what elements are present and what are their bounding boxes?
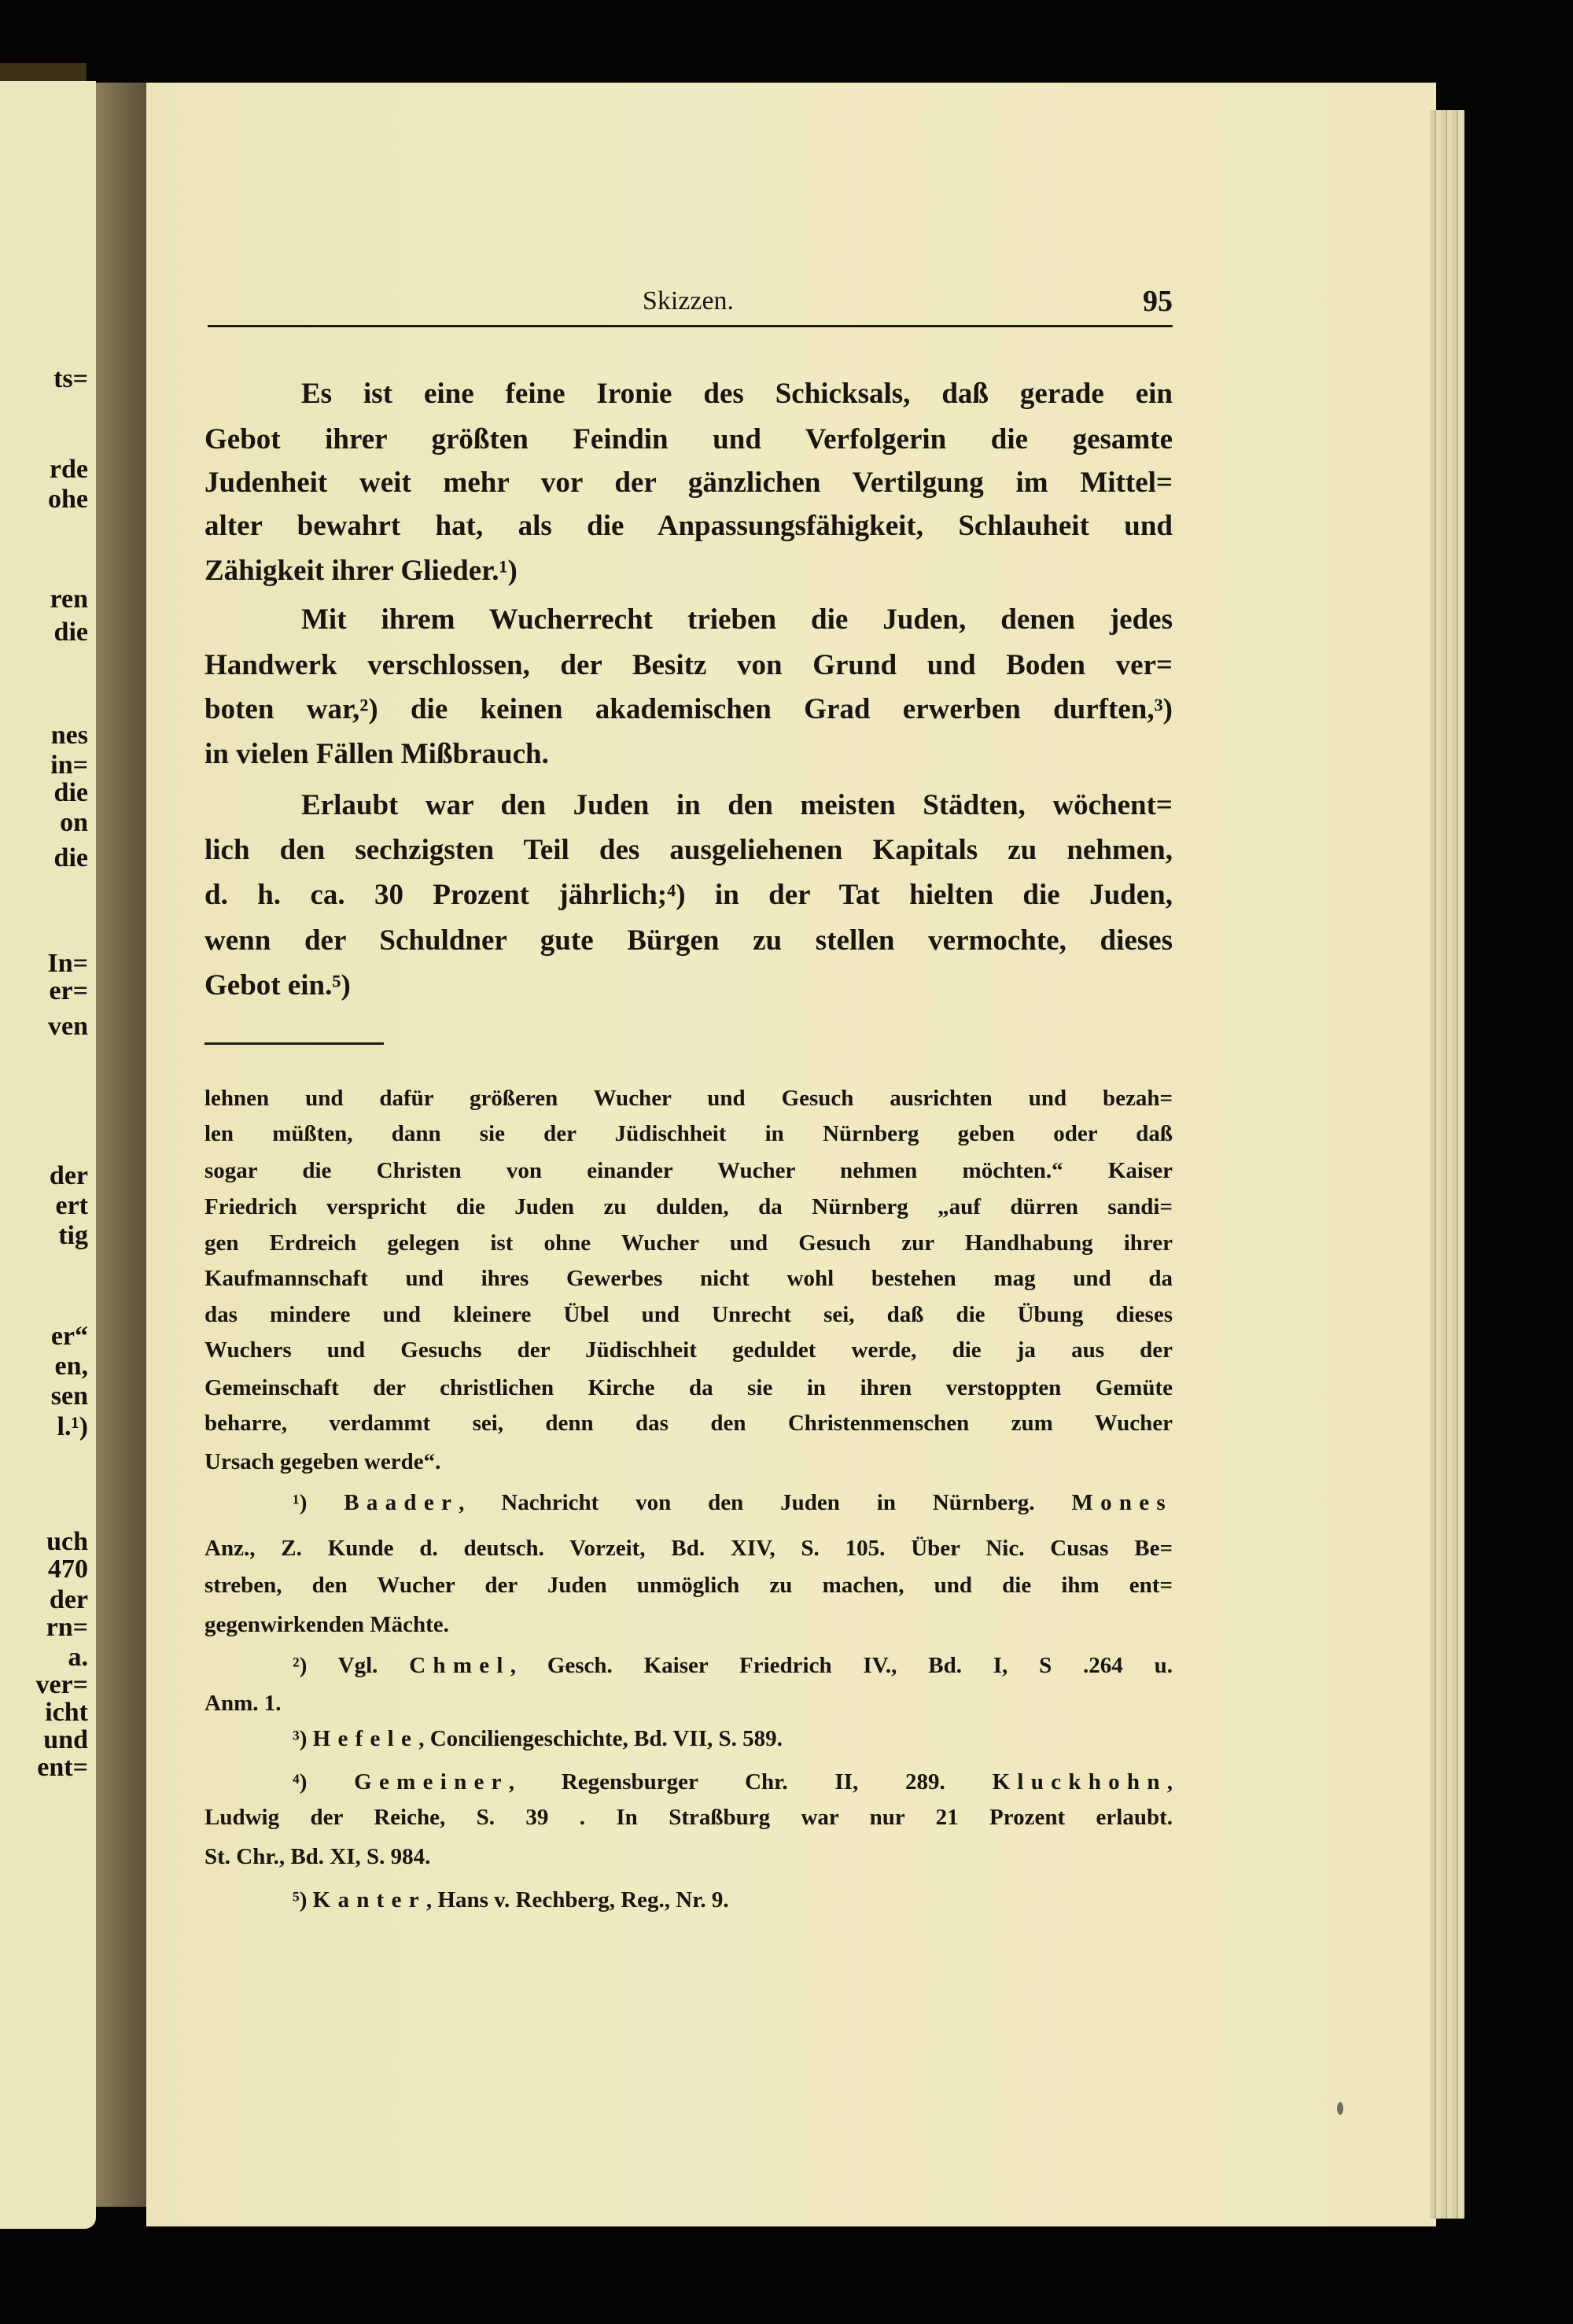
footnote-line — [204, 1263, 1173, 1294]
footnote-text: ³) — [293, 1726, 313, 1751]
footnote-line — [204, 1533, 1173, 1564]
footnote-author: Hefele — [312, 1726, 419, 1751]
footnote-text: Anm. 1. — [204, 1691, 282, 1716]
footnote-text: das mindere und kleinere Übel und Unrecht sei, daß die Übung dieses — [204, 1302, 1173, 1327]
main-text-line: Gebot ein.⁵) — [204, 969, 351, 1002]
footnote-text: , Conciliengeschichte, Bd. VII, S. 589. — [418, 1726, 783, 1751]
previous-page-fragment: der — [49, 1161, 88, 1190]
footnote-text: ²) Vgl. — [293, 1653, 410, 1678]
main-text-line: lich den sechzigsten Teil des ausgeliehenen Kapitals zu nehmen, — [204, 834, 1173, 866]
main-text-line: d. h. ca. 30 Prozent jährlich;⁴) in der Tat hielten die Juden, — [204, 879, 1173, 911]
footnote-line — [204, 1083, 1173, 1114]
header-rule — [208, 325, 1173, 327]
footnote-text: gen Erdreich gelegen ist ohne Wucher und Gesuch zur Handhabung ihrer — [204, 1230, 1173, 1256]
footnote-text: streben, den Wucher der Juden unmöglich zu machen, und die ihm ent= — [204, 1573, 1173, 1598]
previous-page-fragment: ren — [50, 585, 88, 614]
footnote-line — [204, 1299, 1173, 1330]
footnote-line — [204, 1118, 1173, 1149]
main-text-line: Es ist eine feine Ironie des Schicksals, daß gerade ein — [301, 378, 1173, 410]
previous-page-fragment: nes — [50, 721, 88, 750]
running-header: Skizzen. — [642, 286, 735, 315]
footnote-text: , Hans v. Rechberg, Reg., Nr. 9. — [425, 1887, 729, 1913]
footnote-text: ⁵) — [293, 1887, 313, 1913]
footnote-text: len müßten, dann sie der Jüdischheit in Nürnberg geben oder daß — [204, 1121, 1173, 1146]
footnote-text: ¹) — [293, 1490, 344, 1515]
previous-page-fragment: ts= — [53, 364, 88, 393]
footnote-line — [293, 1650, 1173, 1681]
footnote-line — [204, 1446, 1173, 1477]
footnote-text: , — [1166, 1769, 1173, 1795]
previous-page-fragment: icht — [45, 1698, 88, 1727]
footnote-separator — [204, 1042, 384, 1045]
footnote-line — [293, 1487, 1173, 1518]
previous-page-fragment: und — [43, 1725, 88, 1754]
footnote-text: St. Chr., Bd. XI, S. 984. — [204, 1844, 431, 1869]
footnote-line — [204, 1609, 1173, 1640]
footnote-line — [293, 1723, 1173, 1754]
footnote-text: , Nachricht von den Juden in Nürnberg. — [459, 1490, 1072, 1515]
main-text-line: Zähigkeit ihrer Glieder.¹) — [204, 555, 518, 587]
page-number: 95 — [1143, 285, 1173, 318]
footnote-text: lehnen und dafür größeren Wucher und Gesuch ausrichten und bezah= — [204, 1086, 1173, 1111]
footnote-line — [204, 1334, 1173, 1366]
previous-page-fragment: ert — [55, 1191, 88, 1220]
footnote-line — [204, 1155, 1173, 1186]
page-gutter-shadow — [96, 83, 148, 2207]
footnote-text: Ursach gegeben werde“. — [204, 1449, 441, 1474]
footnote-text: gegenwirkenden Mächte. — [204, 1612, 449, 1637]
footnote-line — [204, 1227, 1173, 1259]
previous-page-fragment: 470 — [48, 1555, 88, 1584]
previous-page-fragment: on — [60, 808, 88, 837]
main-text-line: Handwerk verschlossen, der Besitz von Grund und Boden ver= — [204, 649, 1173, 681]
previous-page-fragment: die — [53, 778, 88, 807]
previous-page-fragment: uch — [46, 1527, 88, 1556]
previous-page-fragment: rde — [49, 455, 88, 484]
footnote-line — [204, 1688, 1173, 1719]
previous-page-fragment: ver= — [35, 1670, 88, 1699]
previous-page-fragment: ohe — [48, 485, 88, 514]
main-text-line: alter bewahrt hat, als die Anpassungsfähigkeit, Schlauheit und — [204, 510, 1173, 542]
main-text-line: Mit ihrem Wucherrecht trieben die Juden, denen jedes — [301, 603, 1173, 636]
footnote-text: , Regensburger Chr. II, 289. — [508, 1769, 993, 1795]
footnote-author: Kluckhohn — [992, 1769, 1167, 1795]
previous-page-fragment: en, — [54, 1352, 88, 1381]
footnote-line — [204, 1191, 1173, 1223]
footnote-author: Baader — [344, 1490, 459, 1515]
footnote-line — [204, 1372, 1173, 1404]
footnote-text: Wuchers und Gesuchs der Jüdischheit geduldet werde, die ja aus der — [204, 1337, 1173, 1363]
previous-page-fragment: die — [53, 618, 88, 647]
main-text-line: Judenheit weit mehr vor der gänzlichen Vertilgung im Mittel= — [204, 467, 1173, 499]
footnote-author: Chmel — [409, 1653, 510, 1678]
previous-page-fragment: tig — [58, 1221, 88, 1250]
previous-page-fragment: sen — [50, 1381, 88, 1411]
footnote-line — [204, 1802, 1173, 1833]
footnote-line — [204, 1407, 1173, 1439]
previous-page-fragment: In= — [47, 949, 88, 978]
book-spine-edge — [0, 63, 87, 82]
previous-page-fragment: l.¹) — [57, 1412, 88, 1441]
previous-page-fragment: rn= — [46, 1613, 88, 1642]
footnote-text: , Gesch. Kaiser Friedrich IV., Bd. I, S .264 u. — [510, 1653, 1173, 1678]
previous-page-fragment: die — [53, 843, 88, 872]
main-text-line: wenn der Schuldner gute Bürgen zu stellen vermochte, dieses — [204, 924, 1173, 957]
footnote-text: ⁴) — [293, 1769, 355, 1795]
footnote-author: Gemeiner — [354, 1769, 509, 1795]
footnote-text: sogar die Christen von einander Wucher nehmen möchten.“ Kaiser — [204, 1158, 1173, 1183]
previous-page-fragment: er= — [49, 976, 88, 1005]
main-text-line: Gebot ihrer größten Feindin und Verfolgerin die gesamte — [204, 423, 1173, 456]
footnote-text: Ludwig der Reiche, S. 39 . In Straßburg war nur 21 Prozent erlaubt. — [204, 1805, 1173, 1830]
previous-page-fragment: ven — [48, 1012, 88, 1041]
footnote-text: beharre, verdammt sei, denn das den Christenmenschen zum Wucher — [204, 1411, 1173, 1436]
footnote-line — [293, 1884, 1173, 1916]
main-text-line: Erlaubt war den Juden in den meisten Städten, wöchent= — [301, 789, 1173, 821]
previous-page-fragment: der — [49, 1585, 88, 1614]
footnote-text: Friedrich verspricht die Juden zu dulden, da Nürnberg „auf dürren sandi= — [204, 1194, 1173, 1219]
previous-page — [0, 81, 96, 2229]
previous-page-fragment: a. — [68, 1643, 88, 1672]
footnote-text: Anz., Z. Kunde d. deutsch. Vorzeit, Bd. XIV, S. 105. Über Nic. Cusas Be= — [204, 1536, 1173, 1561]
main-text-line: in vielen Fällen Mißbrauch. — [204, 738, 549, 770]
footnote-text: Kaufmannschaft und ihres Gewerbes nicht wohl bestehen mag und da — [204, 1266, 1173, 1291]
previous-page-fragment: in= — [50, 751, 88, 780]
previous-page-fragment: er“ — [50, 1322, 88, 1351]
previous-page-fragment: ent= — [37, 1753, 88, 1782]
footnote-author: Kanter — [312, 1887, 426, 1913]
main-text-line: boten war,²) die keinen akademischen Grad erwerben durften,³) — [204, 693, 1173, 725]
page-edges — [1430, 110, 1464, 2219]
footnote-line — [204, 1841, 1173, 1872]
footnote-line — [204, 1570, 1173, 1601]
footnote-author: Mones — [1071, 1490, 1173, 1515]
footnote-line — [293, 1766, 1173, 1798]
page-smudge — [1337, 2102, 1343, 2115]
footnote-text: Gemeinschaft der christlichen Kirche da sie in ihren verstoppten Gemüte — [204, 1375, 1173, 1400]
